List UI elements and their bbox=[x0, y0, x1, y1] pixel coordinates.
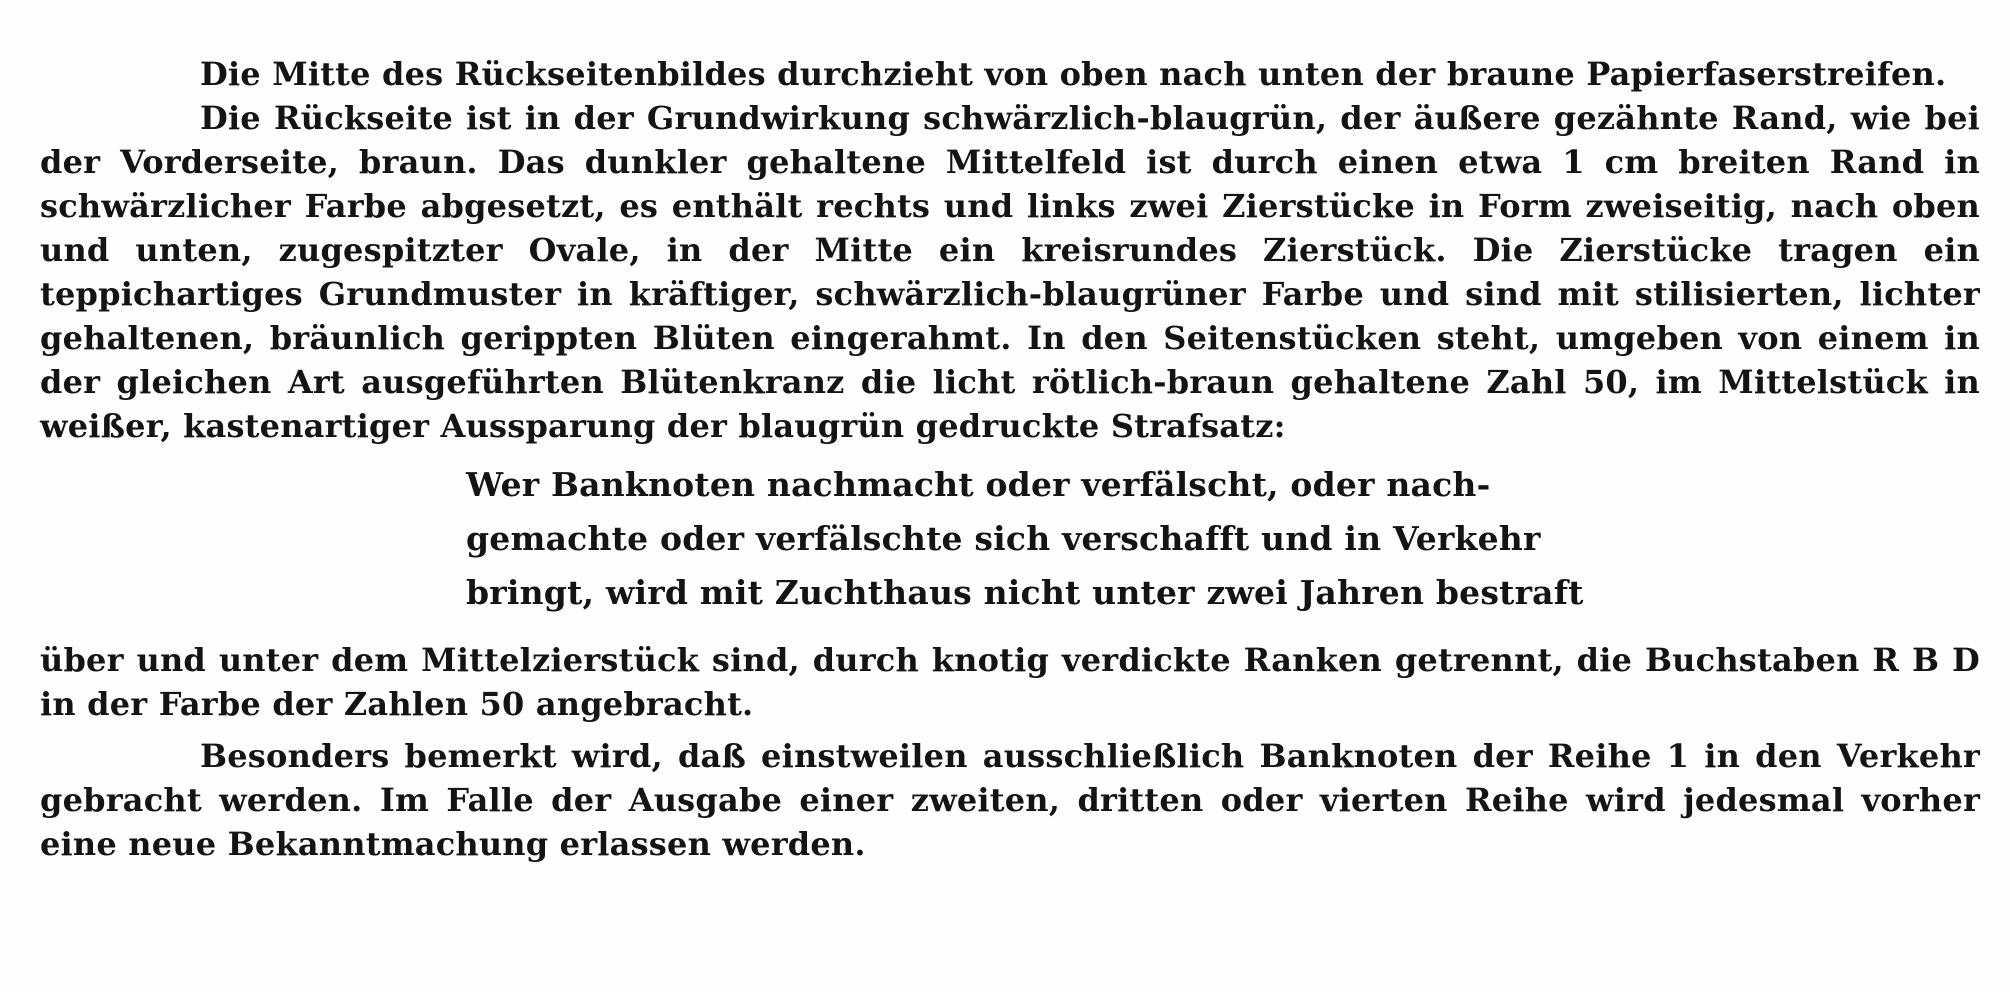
strafsatz-line-3: bringt, wird mit Zuchthaus nicht unter zwei Jahren bestraft bbox=[466, 573, 1584, 612]
paragraph-bekanntmachung: Besonders bemerkt wird, daß einstweilen ausschließlich Banknoten der Reihe 1 in den Verkehr gebracht werden. Im Falle der Ausgabe einer zweiten, dritten oder vierten Reihe wird jedesmal vorher eine neue Bekanntmachung erlassen werden. bbox=[40, 737, 1980, 863]
paragraph-papierfaserstreifen: Die Mitte des Rückseitenbildes durchzieht von oben nach unten der braune Papierfaserstreifen. bbox=[200, 55, 1947, 93]
document-body bbox=[40, 52, 1980, 866]
strafsatz-line-2: gemachte oder verfälschte sich verschafft und in Verkehr bbox=[466, 519, 1541, 558]
paragraph-buchstaben-rbd: über und unter dem Mittelzierstück sind, durch knotig verdickte Ranken getrennt, die Buchstaben R B D in der Farbe der Zahlen 50 angebracht. bbox=[40, 641, 1980, 723]
strafsatz-line-1: Wer Banknoten nachmacht oder verfälscht, oder nach- bbox=[466, 465, 1491, 504]
paragraph-rueckseite-beschreibung: Die Rückseite ist in der Grundwirkung schwärzlich-blaugrün, der äußere gezähnte Rand, wie bei der Vorderseite, braun. Das dunkler gehaltene Mittelfeld ist durch einen etwa 1 cm breiten Rand in schwärzlicher Farbe abgesetzt, es enthält rechts und links zwei Zierstücke in Form zweiseitig, nach oben und unten, zugespitzter Ovale, in der Mitte ein kreisrundes Zierstück. Die Zierstücke tragen ein teppichartiges Grundmuster in kräftiger, schwärzlich-blaugrüner Farbe und sind mit stilisierten, lichter gehaltenen, bräunlich gerippten Blüten eingerahmt. In den Seitenstücken steht, umgeben von einem in der gleichen Art ausgeführten Blütenkranz die licht rötlich-braun gehaltene Zahl 50, im Mittelstück in weißer, kastenartiger Aussparung der blaugrün gedruckte Strafsatz: bbox=[40, 99, 1980, 445]
strafsatz-quote bbox=[466, 458, 1606, 620]
